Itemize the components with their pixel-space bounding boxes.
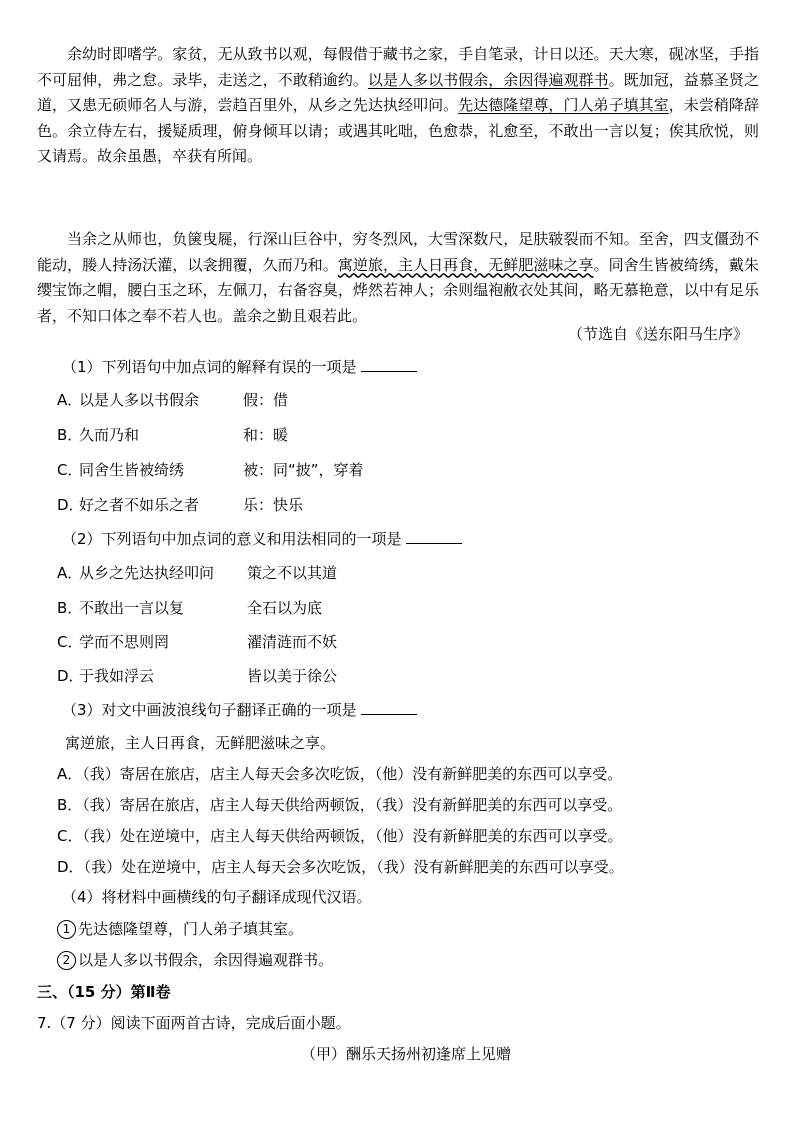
q1-option-a: A．以是人多以书假余: [57, 391, 200, 409]
q4-item-1: 1 先达德隆望尊，门人弟子填其室。: [57, 919, 303, 939]
q1-stem: （1）下列语句中加点词的解释有误的一项是: [62, 357, 417, 377]
passage-paragraph-1: [37, 42, 759, 170]
q4-item-2: 2 以是人多以书假余，余因得遍观群书。: [57, 950, 333, 970]
q1-option-a-gloss: 假：借: [243, 391, 289, 409]
q2-stem: （2）下列语句中加点词的意义和用法相同的一项是: [62, 529, 462, 549]
q1-option-c: C．同舍生皆被绮绣: [57, 461, 185, 479]
circled-number: 2: [57, 951, 76, 970]
q2-option-c-compare: 濯清涟而不妖: [247, 633, 338, 651]
underlined-sentence-1: 以是人多以书假余，余因得遍观群书: [367, 70, 609, 89]
q3-option-c: C．（我）处在逆境中，店主人每天供给两顿饭，（他）没有新鲜肥美的东西可以享受。: [57, 827, 623, 845]
passage-text: 当余之从师也，负箧曳屣，行深山巨谷中，穷冬烈风，大雪深数尺，足肤皲裂而不知。至舍，四支僵劲不能动，媵人持汤沃灌，以衾拥覆，久而乃和。: [37, 230, 759, 274]
poem-title: （甲）酬乐天扬州初逢席上见赠: [301, 1045, 512, 1063]
passage-source: （节选自《送东阳马生序》: [567, 325, 748, 343]
passage-paragraph-2: [37, 227, 759, 329]
section-heading: 三、（15 分）第Ⅱ卷: [37, 983, 171, 1001]
q2-option-d-compare: 皆以美于徐公: [247, 667, 338, 685]
q1-option-b: B．久而乃和: [57, 426, 140, 444]
passage-text: 余幼时即嗜学。家贫，无从致书以观，每假借于藏书之家，手自笔录，计日以还。天大寒，砚冰坚，手指不可屈伸，弗之怠。录毕，走送之，不敢稍逾约。: [37, 45, 759, 89]
q2-option-c: C．学而不思则罔: [57, 633, 170, 651]
q1-option-b-gloss: 和：暖: [243, 426, 289, 444]
q1-option-d-gloss: 乐：快乐: [243, 496, 304, 514]
q3-option-d: D．（我）处在逆境中，店主人每天会多次吃饭，（我）没有新鲜肥美的东西可以享受。: [57, 858, 624, 876]
q7-stem: 7.（7 分）阅读下面两首古诗，完成后面小题。: [37, 1014, 351, 1032]
q3-option-a: A．（我）寄居在旅店，店主人每天会多次吃饭，（他）没有新鲜肥美的东西可以享受。: [57, 765, 623, 783]
passage-text: 。既加冠，益慕圣贤之道，又患无硕师名人与游，尝趋百里外，从乡之先达执经叩问。: [37, 70, 759, 115]
q1-option-d: D．好之者不如乐之者: [57, 496, 200, 514]
circled-number: 1: [57, 920, 76, 939]
q2-option-b: B．不敢出一言以复: [57, 599, 185, 617]
answer-blank[interactable]: [361, 700, 417, 715]
passage-text: 。同舍生皆被绮绣，戴朱缨宝饰之帽，腰白玉之环，左佩刀，右备容臭，烨然若神人；余则缊袍敝衣处其间，略无慕艳意，以中有足乐者，不知口体之奉不若人也。盖余之勤且艰若此。: [37, 255, 759, 325]
q3-quote: 寓逆旅，主人日再食，无鲜肥滋味之享。: [65, 734, 336, 752]
answer-blank[interactable]: [406, 529, 462, 544]
wavy-underlined-sentence: 寓逆旅，主人日再食，无鲜肥滋味之享: [337, 255, 594, 274]
q3-stem: （3）对文中画波浪线句子翻译正确的一项是: [62, 700, 417, 720]
q1-option-c-gloss: 被：同“披”，穿着: [243, 461, 364, 479]
q3-option-b: B．（我）寄居在旅店，店主人每天供给两顿饭，（我）没有新鲜肥美的东西可以享受。: [57, 796, 623, 814]
answer-blank[interactable]: [361, 357, 417, 372]
underlined-sentence-2: 先达德隆望尊，门人弟子填其室: [458, 96, 669, 115]
q2-option-a: A．从乡之先达执经叩问: [57, 564, 215, 582]
q2-option-d: D．于我如浮云: [57, 667, 155, 685]
q2-option-a-compare: 策之不以其道: [247, 564, 338, 582]
q4-stem: （4）将材料中画横线的句子翻译成现代汉语。: [62, 888, 372, 906]
q2-option-b-compare: 全石以为底: [247, 599, 323, 617]
passage-text: ，未尝稍降辞色。余立侍左右，援疑质理，俯身倾耳以请；或遇其叱咄，色愈恭，礼愈至，不敢出一言以复；俟其欣悦，则又请焉。故余虽愚，卒获有所闻。: [37, 96, 759, 166]
